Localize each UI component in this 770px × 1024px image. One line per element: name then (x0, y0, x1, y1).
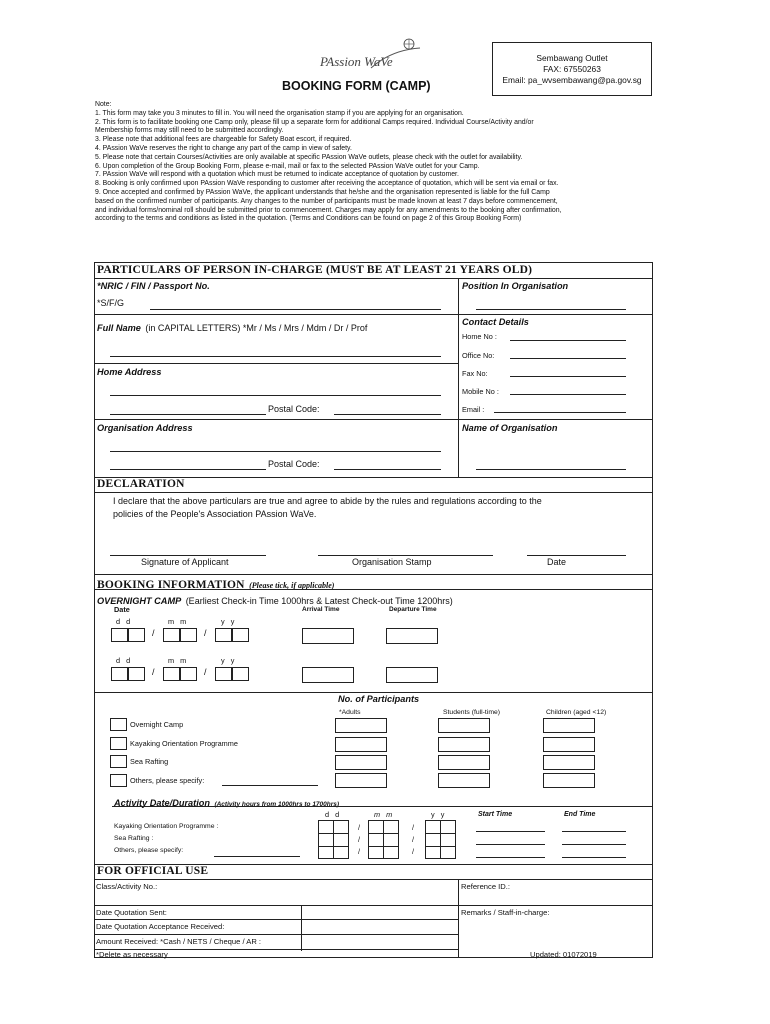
date-col-label: Date (114, 605, 130, 614)
others-start-field[interactable] (476, 857, 545, 858)
kayaking-adults[interactable] (335, 737, 387, 752)
date-accept-label: Date Quotation Acceptance Received: (96, 922, 225, 931)
full-name-field[interactable] (110, 356, 441, 357)
kayaking-students[interactable] (438, 737, 490, 752)
delete-note: *Delete as necessary (96, 950, 168, 959)
others-students[interactable] (438, 773, 490, 788)
kayaking-children[interactable] (543, 737, 595, 752)
amount-received-label: Amount Received: *Cash / NETS / Cheque / AR : (96, 937, 262, 946)
org-name-field[interactable] (476, 469, 626, 470)
notes-block (95, 101, 655, 224)
fax-no-label: Fax No: (462, 369, 488, 378)
date2-d2[interactable] (128, 667, 145, 681)
divider (333, 820, 334, 859)
note-line: according to the terms and conditions as listed in the quotation. (Terms and Conditions can be found on page 2 of this Group Booking Form) (95, 215, 522, 223)
activity-kayaking-label: Kayaking Orientation Programme : (114, 823, 219, 830)
date-separator: / (358, 835, 361, 844)
departure-col-label: Departure Time (389, 606, 437, 613)
position-field[interactable] (476, 309, 626, 310)
note-line: 5. Please note that certain Courses/Activities are only available at specific PAssion WaVe outlets, please check with the outlet for availability. (95, 153, 523, 161)
email-field[interactable] (494, 412, 626, 413)
date-separator: / (412, 847, 415, 856)
remarks-label: Remarks / Staff-in-charge: (461, 908, 550, 917)
outlet-fax: FAX: 67550263 (543, 64, 601, 74)
org-name-label: Name of Organisation (462, 423, 558, 433)
org-postal-label: Postal Code: (268, 459, 320, 469)
divider (94, 879, 653, 880)
divider (112, 806, 653, 807)
date2-d1[interactable] (111, 667, 128, 681)
nric-field[interactable] (150, 309, 441, 310)
full-name-hint: (in CAPITAL LETTERS) *Mr / Ms / Mrs / Mdm / Dr / Prof (145, 323, 368, 333)
home-no-label: Home No : (462, 332, 497, 341)
overnight-students[interactable] (438, 718, 490, 733)
date2-y2[interactable] (232, 667, 249, 681)
fax-no-field[interactable] (510, 376, 626, 377)
date1-d2[interactable] (128, 628, 145, 642)
divider (94, 363, 458, 364)
date-separator: / (358, 847, 361, 856)
adults-label: *Adults (339, 709, 361, 716)
declaration-heading: DECLARATION (97, 478, 185, 490)
activity-heading (114, 793, 339, 811)
activity-others-label: Others, please specify: (114, 847, 184, 854)
signature-field[interactable] (110, 555, 266, 556)
end-time-label: End Time (564, 811, 596, 818)
departure-time-2[interactable] (386, 667, 438, 683)
others-children[interactable] (543, 773, 595, 788)
date-separator: / (412, 835, 415, 844)
date2-m2[interactable] (180, 667, 197, 681)
mm-label: m m (168, 656, 187, 665)
position-label: Position In Organisation (462, 281, 569, 291)
class-activity-label: Class/Activity No.: (96, 882, 158, 891)
divider (318, 833, 349, 834)
full-name-title: Full Name (97, 323, 141, 333)
divider (368, 833, 399, 834)
date1-y2[interactable] (232, 628, 249, 642)
stamp-field[interactable] (318, 555, 493, 556)
divider (368, 846, 399, 847)
overnight-adults[interactable] (335, 718, 387, 733)
divider (94, 589, 653, 590)
divider (94, 419, 653, 420)
start-time-label: Start Time (478, 811, 513, 818)
dd-label: d d (116, 656, 131, 665)
others-specify-field[interactable] (222, 785, 318, 786)
divider (458, 879, 459, 958)
date1-d1[interactable] (111, 628, 128, 642)
divider (94, 314, 653, 315)
activity-hint: (Activity hours from 1000hrs to 1700hrs) (214, 801, 340, 808)
divider (458, 278, 459, 477)
rafting-end-field[interactable] (562, 844, 626, 845)
others-adults[interactable] (335, 773, 387, 788)
note-line: 3. Please note that additional fees are chargeable for Safety Boat escort, if required. (95, 136, 352, 144)
note-line: 8. Booking is only confirmed upon PAssion WaVe responding to customer after receiving the acceptance of quotation, which will be sent via email or fax. (95, 180, 559, 188)
booking-heading-hint: (Please tick, if applicable) (249, 581, 335, 590)
declaration-line-2: policies of the People's Association PAssion WaVe. (113, 509, 317, 519)
note-line: 1. This form may take you 3 minutes to fill in. You will need the organisation stamp if you are applying for an organisation. (95, 109, 464, 117)
contact-label: Contact Details (462, 317, 529, 327)
date-sent-label: Date Quotation Sent: (96, 908, 167, 917)
note-line: 4. PAssion WaVe reserves the right to change any part of the camp in view of safety. (95, 144, 352, 152)
rafting-start-field[interactable] (476, 844, 545, 845)
sea-rafting-label: Sea Rafting (130, 757, 169, 766)
outlet-email: Email: pa_wvsembawang@pa.gov.sg (502, 75, 642, 85)
activity-heading-text: Activity Date/Duration (114, 798, 210, 808)
divider (94, 919, 458, 920)
divider (94, 278, 653, 279)
signature-label: Signature of Applicant (141, 557, 229, 567)
home-address-field-2[interactable] (110, 414, 266, 415)
kayaking-checkbox[interactable] (110, 737, 127, 750)
mobile-no-label: Mobile No : (462, 387, 499, 396)
date-separator: / (152, 628, 155, 638)
date-separator: / (204, 628, 207, 638)
overnight-camp-checkbox[interactable] (110, 718, 127, 731)
yy-label: y y (431, 810, 445, 819)
camp-title: OVERNIGHT CAMP (97, 596, 182, 606)
kayaking-end-field[interactable] (562, 831, 626, 832)
divider (318, 846, 349, 847)
office-no-label: Office No: (462, 351, 495, 360)
date-separator: / (204, 667, 207, 677)
date2-y1[interactable] (215, 667, 232, 681)
date-label: Date (547, 557, 567, 567)
date-separator: / (152, 667, 155, 677)
stamp-label: Organisation Stamp (352, 557, 432, 567)
camp-hint: (Earliest Check-in Time 1000hrs & Latest Check-out Time 1200hrs) (185, 596, 453, 606)
divider (425, 833, 456, 834)
sfg-label: *S/F/G (97, 298, 125, 308)
booking-heading-text: BOOKING INFORMATION (97, 579, 245, 591)
outlet-name: Sembawang Outlet (536, 53, 608, 63)
date-separator: / (358, 823, 361, 832)
org-address-field-2[interactable] (110, 469, 266, 470)
mm-label: m m (168, 617, 187, 626)
divider (94, 692, 653, 693)
date2-m1[interactable] (163, 667, 180, 681)
kayaking-label: Kayaking Orientation Programme (130, 739, 238, 748)
sea-rafting-checkbox[interactable] (110, 755, 127, 768)
note-line: 9. Once accepted and confirmed by PAssion WaVe, the applicant understands that he/she and the organisation represented is liable for the full Camp (95, 188, 550, 196)
activity-rafting-label: Sea Rafting : (114, 835, 154, 842)
activity-others-field[interactable] (214, 856, 300, 857)
date1-y1[interactable] (215, 628, 232, 642)
office-no-field[interactable] (510, 358, 626, 359)
kayaking-start-field[interactable] (476, 831, 545, 832)
date-field[interactable] (527, 555, 626, 556)
note-line: 2. This form is to facilitate booking one Camp only, please fill up a separate form for additional Camps required. Individual Course/Activity and/or (95, 118, 534, 126)
yy-label: y y (221, 656, 235, 665)
date-separator: / (412, 823, 415, 832)
full-name-label (97, 318, 367, 336)
divider (94, 905, 653, 906)
others-checkbox[interactable] (110, 774, 127, 787)
particulars-heading: PARTICULARS OF PERSON IN-CHARGE (MUST BE AT LEAST 21 YEARS OLD) (97, 264, 533, 276)
children-label: Children (aged <12) (546, 709, 607, 716)
email-label: Email : (462, 405, 485, 414)
divider (94, 492, 653, 493)
reference-id-label: Reference ID.: (461, 882, 510, 891)
note-line: based on the confirmed number of participants. Any changes to the number of participants must be made known at least 7 days before commencement, (95, 197, 558, 205)
note-line: Membership forms may still need to be submitted accordingly. (95, 127, 284, 135)
declaration-line-1: I declare that the above particulars are true and agree to abide by the rules and regulations according to the (113, 496, 542, 506)
nric-label: *NRIC / FIN / Passport No. (97, 281, 210, 291)
passion-wave-logo (316, 38, 426, 78)
outlet-info-box (492, 42, 652, 96)
updated-date: Updated: 01072019 (530, 950, 597, 959)
org-address-label: Organisation Address (97, 423, 193, 433)
yy-label: y y (221, 617, 235, 626)
divider (301, 905, 302, 951)
logo-text: PAssion WaVe (320, 54, 393, 69)
note-line: Note: (95, 101, 112, 108)
note-line: and individual forms/nominal roll should be submitted prior to commencement. Charges may apply for any amendments to the booking after confirmation, (95, 206, 562, 214)
participants-heading: No. of Participants (338, 694, 420, 704)
mm-label: m m (374, 810, 393, 819)
overnight-camp-label: Overnight Camp (130, 720, 184, 729)
others-end-field[interactable] (562, 857, 626, 858)
mobile-no-field[interactable] (510, 394, 626, 395)
arrival-time-1[interactable] (302, 628, 354, 644)
rafting-adults[interactable] (335, 755, 387, 770)
overnight-children[interactable] (543, 718, 595, 733)
arrival-time-2[interactable] (302, 667, 354, 683)
note-line: 6. Upon completion of the Group Booking Form, please e-mail, mail or fax to the selected PAssion WaVe outlet for your Camp. (95, 162, 480, 170)
others-label: Others, please specify: (130, 776, 205, 785)
rafting-children[interactable] (543, 755, 595, 770)
home-no-field[interactable] (510, 340, 626, 341)
dd-label: d d (325, 810, 340, 819)
org-address-field[interactable] (110, 451, 441, 452)
home-address-label: Home Address (97, 367, 162, 377)
form-title: BOOKING FORM (CAMP) (282, 79, 431, 93)
rafting-students[interactable] (438, 755, 490, 770)
dd-label: d d (116, 617, 131, 626)
divider (425, 846, 456, 847)
org-postal-field[interactable] (334, 469, 441, 470)
official-heading: FOR OFFICIAL USE (97, 865, 209, 877)
date1-m1[interactable] (163, 628, 180, 642)
home-address-field[interactable] (110, 395, 441, 396)
note-line: 7. PAssion WaVe will respond with a quotation which must be returned to indicate acceptance of quotation by customer. (95, 171, 459, 179)
date1-m2[interactable] (180, 628, 197, 642)
divider (383, 820, 384, 859)
home-postal-field[interactable] (334, 414, 441, 415)
divider (94, 934, 458, 935)
home-postal-label: Postal Code: (268, 404, 320, 414)
divider (440, 820, 441, 859)
departure-time-1[interactable] (386, 628, 438, 644)
arrival-col-label: Arrival Time (302, 606, 340, 613)
students-label: Students (full-time) (443, 709, 501, 716)
